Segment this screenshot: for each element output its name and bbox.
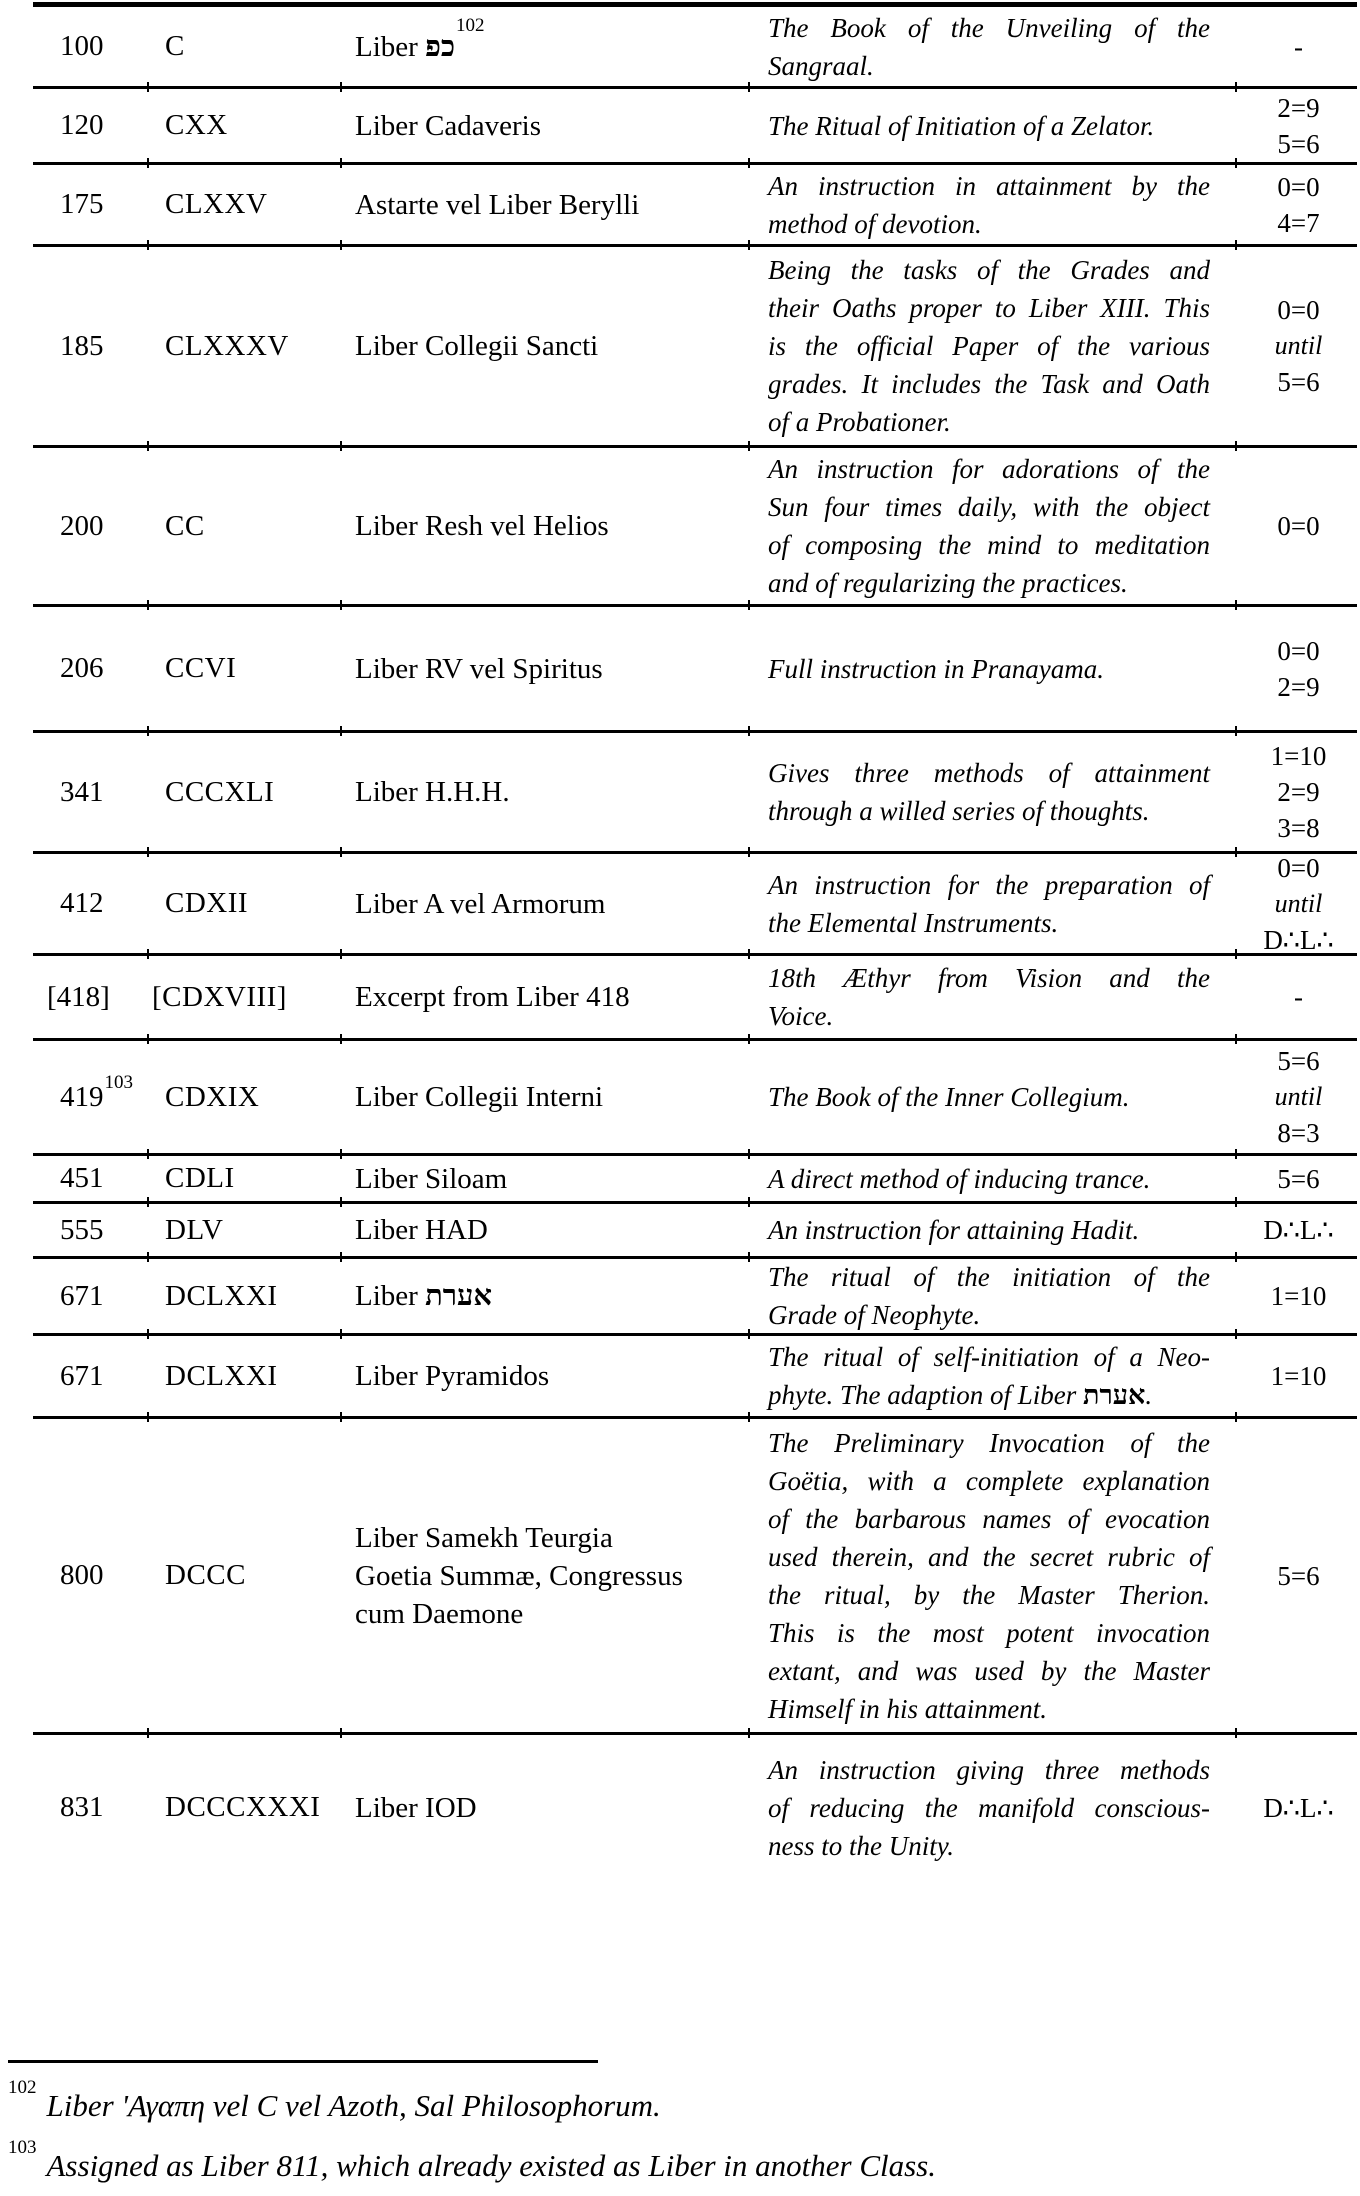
table-row xyxy=(33,854,1357,956)
liber-description xyxy=(768,1041,1210,1153)
liber-number xyxy=(60,1419,160,1732)
liber-description xyxy=(768,1419,1210,1732)
liber-title xyxy=(355,1041,760,1153)
liber-title-lines xyxy=(355,885,760,923)
table-row xyxy=(33,1156,1357,1204)
liber-grade xyxy=(1240,607,1357,730)
liber-roman-numeral xyxy=(165,247,350,445)
liber-grade-line: 8=3 xyxy=(1277,1118,1320,1148)
table-row xyxy=(33,7,1357,89)
liber-description-line: the ritual, by the Master Therion. xyxy=(768,1579,1210,1610)
liber-grade-line: 2=9 xyxy=(1277,671,1320,702)
liber-description xyxy=(768,956,1210,1038)
liber-description-line: of composing the mind to meditation xyxy=(768,530,1210,560)
liber-description xyxy=(768,1156,1210,1201)
liber-grade xyxy=(1240,733,1357,851)
liber-title-line: Liber RV vel Spiritus xyxy=(355,652,603,685)
liber-grade-line: 5=6 xyxy=(1277,1560,1320,1591)
liber-grade xyxy=(1240,1259,1357,1333)
liber-roman-numeral-value: [CDXVIII] xyxy=(152,980,287,1013)
hebrew-word: תרעא xyxy=(425,1280,493,1312)
liber-title-line: Liber Siloam xyxy=(355,1162,508,1195)
liber-number-value: 671 xyxy=(60,1359,104,1392)
liber-title-lines xyxy=(355,773,760,811)
liber-description-line: The Preliminary Invocation of the xyxy=(768,1427,1210,1458)
liber-title-line: Liber HAD xyxy=(355,1214,488,1246)
liber-description-line: Being the tasks of the Grades and xyxy=(768,255,1210,285)
liber-grade-line: 0=0 xyxy=(1277,511,1320,541)
table-row xyxy=(33,247,1357,448)
liber-title-lines xyxy=(355,14,760,66)
liber-description-line: An instruction for the preparation of xyxy=(768,869,1210,900)
liber-title xyxy=(355,165,760,244)
table-row xyxy=(33,956,1357,1041)
liber-roman-numeral-value: DCCCXXXI xyxy=(165,1791,321,1823)
liber-roman-numeral-value: CLXXV xyxy=(165,188,268,220)
liber-roman-numeral-value: DCCC xyxy=(165,1559,246,1591)
liber-roman-numeral xyxy=(165,448,350,604)
liber-title-line: Liber Samekh Teurgia xyxy=(355,1521,613,1554)
liber-number-value: 831 xyxy=(60,1791,104,1823)
liber-title-line: Liber תרעא xyxy=(355,1280,493,1312)
liber-description-line: Sangraal. xyxy=(768,50,874,81)
liber-description-line: through a willed series of thoughts. xyxy=(768,796,1150,826)
liber-grade xyxy=(1240,165,1357,244)
liber-roman-numeral-value: CDXIX xyxy=(165,1080,260,1113)
liber-description-line: of reducing the manifold conscious- xyxy=(768,1792,1210,1823)
liber-description-line: The Book of the Unveiling of the xyxy=(768,12,1210,43)
liber-number-value: 100 xyxy=(60,30,104,62)
liber-roman-numeral-value: CDXII xyxy=(165,887,249,919)
liber-number-value: 671 xyxy=(60,1279,104,1312)
liber-number-value: 206 xyxy=(60,652,104,684)
liber-description-line: 18th Æthyr from Vision and the xyxy=(768,963,1210,993)
liber-title-line: Liber Collegii Interni xyxy=(355,1081,604,1113)
liber-number xyxy=(60,733,160,851)
liber-title-line: Excerpt from Liber 418 xyxy=(355,981,630,1013)
liber-description xyxy=(768,1259,1210,1333)
liber-grade xyxy=(1240,854,1357,953)
liber-title-line: Liber Resh vel Helios xyxy=(355,510,609,542)
liber-number-value: 341 xyxy=(60,775,104,808)
liber-title-lines xyxy=(355,1789,760,1827)
liber-roman-numeral-value: C xyxy=(165,30,185,62)
liber-description xyxy=(768,1336,1210,1416)
liber-title-line: Liber IOD xyxy=(355,1791,477,1824)
liber-title-line: Liber A vel Armorum xyxy=(355,887,606,920)
liber-grade xyxy=(1240,1735,1357,1880)
liber-grade-line: until xyxy=(1274,888,1323,918)
liber-grade xyxy=(1240,1041,1357,1153)
liber-description-line: The Ritual of Initiation of a Zelator. xyxy=(768,110,1155,141)
liber-title-line: Goetia Summæ, Congressus xyxy=(355,1559,683,1592)
liber-number: 419 $^{103}$ xyxy=(60,1072,133,1113)
liber-grade-line: 5=6 xyxy=(1277,367,1320,397)
liber-title xyxy=(355,854,760,953)
liber-title xyxy=(355,1259,760,1333)
liber-roman-numeral xyxy=(165,1259,350,1333)
liber-roman-numeral xyxy=(152,956,350,1038)
liber-title-line: Astarte vel Liber Berylli xyxy=(355,188,640,221)
liber-title-lines xyxy=(355,1277,760,1315)
table-row xyxy=(33,607,1357,733)
liber-title xyxy=(355,1735,760,1880)
liber-title xyxy=(355,733,760,851)
liber-roman-numeral-value: DLV xyxy=(165,1213,224,1246)
liber-number xyxy=(47,956,160,1038)
liber-grade-line: 0=0 xyxy=(1277,171,1320,202)
liber-roman-numeral xyxy=(165,1735,350,1880)
liber-description-line: The ritual of self-initiation of a Neo- xyxy=(768,1342,1210,1372)
liber-number-value: 451 xyxy=(60,1162,104,1194)
liber-roman-numeral xyxy=(165,1336,350,1416)
liber-number xyxy=(60,854,160,953)
liber-grade xyxy=(1240,89,1357,162)
liber-number xyxy=(60,448,160,604)
liber-description-line: An instruction for adorations of the xyxy=(768,454,1210,484)
liber-grade-line: 2=9 xyxy=(1277,92,1320,123)
hebrew-word: תרעא xyxy=(1082,1380,1146,1410)
liber-description xyxy=(768,607,1210,730)
liber-roman-numeral-value: DCLXXI xyxy=(165,1359,278,1392)
liber-title-lines xyxy=(355,107,760,145)
liber-description xyxy=(768,165,1210,244)
liber-grade xyxy=(1240,7,1357,86)
liber-number-value: 800 xyxy=(60,1559,104,1591)
liber-description-line: Goëtia, with a complete explanation xyxy=(768,1465,1210,1496)
liber-title-lines xyxy=(355,978,760,1016)
liber-grade-line: 2=9 xyxy=(1277,777,1320,807)
liber-number xyxy=(60,1336,160,1416)
liber-grade-line: - xyxy=(1294,31,1303,62)
liber-roman-numeral xyxy=(165,7,350,86)
liber-description-line: used therein, and the secret rubric of xyxy=(768,1541,1210,1572)
liber-title xyxy=(355,1419,760,1732)
liber-description xyxy=(768,7,1210,86)
liber-title-lines xyxy=(355,1160,760,1198)
liber-grade-line: D∴L∴ xyxy=(1263,924,1334,955)
liber-description-line: Voice. xyxy=(768,1001,834,1031)
liber-description-line: The ritual of the initiation of the xyxy=(768,1262,1210,1292)
liber-number xyxy=(60,1204,160,1256)
liber-number-value: 120 xyxy=(60,109,104,141)
liber-description-line: An instruction giving three methods xyxy=(768,1754,1210,1785)
liber-roman-numeral xyxy=(165,89,350,162)
liber-grade-line: until xyxy=(1274,1082,1323,1111)
table-row xyxy=(33,1259,1357,1336)
liber-number-value: 200 xyxy=(60,509,104,542)
liber-description xyxy=(768,733,1210,851)
table-row xyxy=(33,1419,1357,1735)
liber-title-line: Liber Pyramidos xyxy=(355,1360,550,1392)
liber-title-lines xyxy=(355,186,760,224)
liber-title-lines xyxy=(355,1519,760,1633)
liber-table xyxy=(33,2,1357,1880)
liber-description-line: their Oaths proper to Liber XIII. This xyxy=(768,293,1210,323)
liber-description-line: This is the most potent invocation xyxy=(768,1617,1210,1648)
liber-title xyxy=(355,448,760,604)
footnote-102 xyxy=(8,2076,1338,2126)
liber-number xyxy=(60,1735,160,1880)
liber-title-line: Liber H.H.H. xyxy=(355,776,510,808)
liber-roman-numeral xyxy=(165,733,350,851)
liber-grade-line: 5=6 xyxy=(1277,128,1320,159)
liber-title-line: Liber Cadaveris xyxy=(355,109,542,142)
liber-number xyxy=(60,165,160,244)
liber-title-lines xyxy=(355,650,760,688)
liber-number xyxy=(60,247,160,445)
liber-roman-numeral xyxy=(165,607,350,730)
liber-roman-numeral xyxy=(165,1419,350,1732)
liber-description xyxy=(768,1204,1210,1256)
liber-description-line: Sun four times daily, with the object xyxy=(768,492,1210,522)
table-row xyxy=(33,448,1357,607)
liber-description-line: A direct method of inducing trance. xyxy=(768,1163,1151,1194)
liber-title-line: cum Daemone xyxy=(355,1597,524,1630)
liber-description-line: grades. It includes the Task and Oath xyxy=(768,369,1210,399)
liber-grade xyxy=(1240,247,1357,445)
liber-grade-line: 1=10 xyxy=(1270,741,1327,771)
liber-description xyxy=(768,448,1210,604)
liber-number-value: 185 xyxy=(60,329,104,362)
liber-description-line: Himself in his attainment. xyxy=(768,1693,1047,1724)
table-row xyxy=(33,1336,1357,1419)
liber-grade xyxy=(1240,448,1357,604)
liber-description-line: method of devotion. xyxy=(768,208,982,239)
liber-grade-line: 0=0 xyxy=(1277,635,1320,666)
liber-number-value: 412 xyxy=(60,887,104,919)
liber-grade-line: D∴L∴ xyxy=(1263,1792,1334,1823)
liber-roman-numeral-value: CDLI xyxy=(165,1162,235,1194)
liber-roman-numeral-value: CC xyxy=(165,509,205,542)
liber-title xyxy=(355,607,760,730)
liber-roman-numeral xyxy=(165,854,350,953)
liber-number xyxy=(60,89,160,162)
footnote-text-102: Liber 'Αγαπη vel C vel Azoth, Sal Philosophorum. xyxy=(46,2088,661,2123)
footnote-marker-103: 103 xyxy=(8,2136,37,2158)
table-row xyxy=(33,1204,1357,1259)
liber-number xyxy=(60,1259,160,1333)
liber-number-value: 175 xyxy=(60,188,104,220)
liber-description-line: Grade of Neophyte. xyxy=(768,1300,981,1330)
liber-title-line: Liber פכ$^{102}$ xyxy=(355,14,485,63)
liber-roman-numeral xyxy=(165,1041,350,1153)
liber-roman-numeral-value: DCLXXI xyxy=(165,1279,278,1312)
liber-roman-numeral-value: CCCXLI xyxy=(165,775,275,808)
hebrew-word: פכ xyxy=(425,30,456,63)
liber-roman-numeral xyxy=(165,1204,350,1256)
liber-title-lines xyxy=(355,507,760,545)
liber-title-lines xyxy=(355,1357,760,1395)
liber-grade-line: 3=8 xyxy=(1277,813,1320,843)
liber-description-line: phyte. The adaption of Liber תרעא. xyxy=(768,1380,1153,1410)
liber-grade xyxy=(1240,1419,1357,1732)
liber-description xyxy=(768,89,1210,162)
liber-grade-line: 4=7 xyxy=(1277,207,1320,238)
liber-grade-line: 0=0 xyxy=(1277,295,1320,325)
liber-number xyxy=(60,1156,160,1201)
liber-number-value: 555 xyxy=(60,1213,104,1246)
table-row xyxy=(33,165,1357,247)
table-row xyxy=(33,89,1357,165)
liber-title xyxy=(355,1336,760,1416)
liber-title xyxy=(355,7,760,86)
liber-title xyxy=(355,247,760,445)
liber-description-line: An instruction for attaining Hadit. xyxy=(768,1215,1140,1245)
liber-description-line: An instruction in attainment by the xyxy=(768,170,1210,201)
liber-grade xyxy=(1240,1336,1357,1416)
liber-title-lines xyxy=(355,1078,760,1116)
liber-description-line: Gives three methods of attainment xyxy=(768,758,1210,788)
liber-roman-numeral-value: CCVI xyxy=(165,652,237,684)
liber-grade-line: 5=6 xyxy=(1277,1046,1320,1076)
liber-title-lines xyxy=(355,327,760,365)
liber-grade-line: 0=0 xyxy=(1277,852,1320,883)
liber-number-value: [418] xyxy=(47,980,110,1013)
liber-description-line: ness to the Unity. xyxy=(768,1830,954,1861)
liber-grade xyxy=(1240,1204,1357,1256)
liber-description-line: is the official Paper of the various xyxy=(768,331,1210,361)
liber-roman-numeral xyxy=(165,1156,350,1201)
table-row xyxy=(33,733,1357,854)
footnote-text-103: Assigned as Liber 811, which already existed as Liber in another Class. xyxy=(46,2148,936,2183)
liber-title xyxy=(355,956,760,1038)
liber-grade-line: - xyxy=(1294,982,1303,1012)
liber-number-value: 419 xyxy=(60,1080,104,1113)
liber-description xyxy=(768,854,1210,953)
liber-description-line: Full instruction in Pranayama. xyxy=(768,653,1104,684)
liber-description-line: of the barbarous names of evocation xyxy=(768,1503,1210,1534)
liber-grade-line: 1=10 xyxy=(1270,1361,1327,1391)
footnote-reference: 102 xyxy=(456,14,485,36)
footnote-marker-102: 102 xyxy=(8,2076,37,2098)
liber-number xyxy=(60,7,160,86)
liber-description-line: extant, and was used by the Master xyxy=(768,1655,1210,1686)
liber-title xyxy=(355,1156,760,1201)
liber-description-line: of a Probationer. xyxy=(768,407,951,437)
liber-title xyxy=(355,89,760,162)
liber-roman-numeral-value: CXX xyxy=(165,109,228,141)
table-row xyxy=(33,1041,1357,1156)
table-row xyxy=(33,1735,1357,1880)
liber-description xyxy=(768,1735,1210,1880)
liber-title xyxy=(355,1204,760,1256)
liber-description-line: The Book of the Inner Collegium. xyxy=(768,1082,1130,1112)
liber-grade xyxy=(1240,1156,1357,1201)
liber-description-line: the Elemental Instruments. xyxy=(768,907,1059,938)
liber-number xyxy=(60,607,160,730)
liber-grade-line: until xyxy=(1274,331,1323,360)
footnote-103 xyxy=(8,2136,1338,2186)
liber-grade xyxy=(1240,956,1357,1038)
liber-description xyxy=(768,247,1210,445)
liber-grade-line: 1=10 xyxy=(1270,1281,1327,1311)
liber-grade-line: D∴L∴ xyxy=(1263,1215,1334,1245)
liber-grade-line: 5=6 xyxy=(1277,1163,1320,1194)
liber-description-line: and of regularizing the practices. xyxy=(768,568,1128,598)
liber-roman-numeral xyxy=(165,165,350,244)
footnote-separator-rule xyxy=(8,2060,598,2063)
liber-title-line: Liber Collegii Sancti xyxy=(355,330,599,362)
liber-title-lines xyxy=(355,1211,760,1249)
liber-roman-numeral-value: CLXXXV xyxy=(165,329,289,362)
